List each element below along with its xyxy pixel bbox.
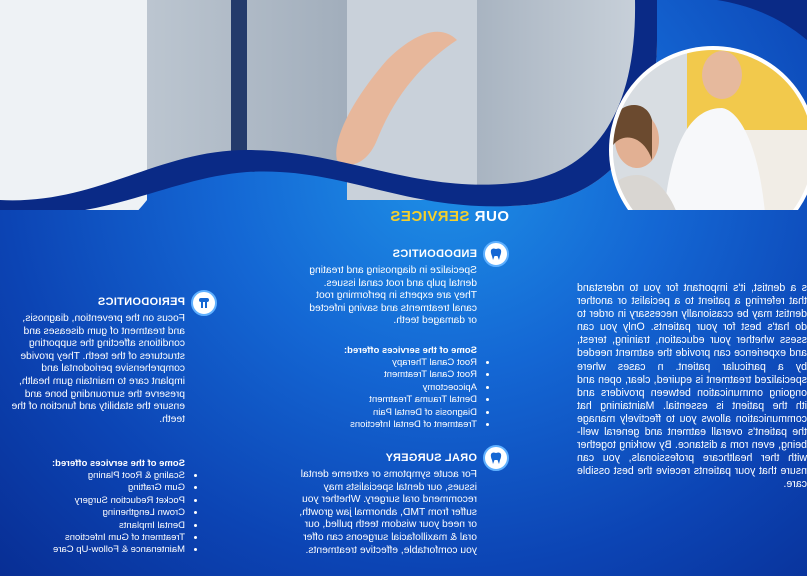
periodontics-heading: PERIODONTICS [97,296,185,308]
list-item: • Scaling & Root Planing [53,470,185,482]
oral-surgery-heading: ORAL SURGERY [385,452,477,464]
list-item: • Diagnosis of Dental Pain [350,407,477,419]
periodontics-offered-label: Some of the services offered: [51,458,185,469]
endodontics-icon-badge [483,241,509,267]
list-item: • Root Canal Therapy [350,357,477,369]
list-item: • Pocket Reduction Surgery [53,495,185,507]
list-item: • Dental Implants [53,520,185,532]
tooth-icon [489,247,503,261]
periodontics-description: Focus on the prevention, diagnosis, and treatment of gum diseases and conditions affecting the supporting structures of the teeth. They provide comprehensive periodontal and implant care to maintain gum health, preserve the surrounding bone and ensure the stability and function of the teeth. [11,313,185,425]
tooth-icon [489,451,503,465]
header-photo-band [0,0,807,210]
list-item: • Treatment of Dental Infections [350,419,477,431]
services-title-our: OUR [474,208,509,225]
periodontics-icon-badge [191,290,217,316]
list-item: • Dental Trauma Treatment [350,394,477,406]
services-title-services: SERVICES [389,208,470,225]
list-item: • Treatment of Gum Infections [53,532,185,544]
endodontics-services-list [350,357,491,431]
referral-paragraph: s a dentist, it's important for you to nderstand that referring a patient to a pecialist or another dentist may be ccasionally necessary in order to do hat's best for your patients. Only you can ssess whether your education, training, terest, and experience can provide the eatment needed by a particular patient. n cases where specialized treatment is equired, clear, open and ongoing ommunication between providers and ith the patient is essential. Maintaining hat communication allows you to ffectively manage the patient's overall eatment and general well-being, even rom a distance. By working together with ther healthcare professionals, you can nsure that your patients receive the best ossible care. [577,282,807,491]
periodontics-services-list [53,470,199,557]
endodontics-offered-label: Some of the services offered: [343,345,477,356]
list-item: • Root Canal Treatment [350,369,477,381]
referral-column-clip [575,282,807,572]
endodontics-description: Specialize in diagnosing and treating dental pulp and root canal issues. They are experts in performing root canal treatments and saving infected or damaged teeth. [309,265,477,327]
list-item: • Apicoectomy [350,382,477,394]
list-item: • Crown Lengthening [53,507,185,519]
services-title [390,208,509,225]
list-item: • Maintenance & Follow-Up Care [53,544,185,556]
corner-wave [717,0,807,40]
oral-surgery-icon-badge [483,445,509,471]
list-item: • Gum Grafting [53,482,185,494]
oral-surgery-description: For acute symptoms or extreme dental issues, our dental specialists may recommend oral surgery. Whether you suffer from TMD, abnormal jaw growth, or need your wisdom teeth pulled, our oral & maxillofacial surgeons can offer you comfortable, effective treatments. [299,469,477,556]
endodontics-heading: ENDODONTICS [392,248,477,260]
gum-tooth-icon [197,296,211,310]
doctor-tie-shape [231,0,247,160]
